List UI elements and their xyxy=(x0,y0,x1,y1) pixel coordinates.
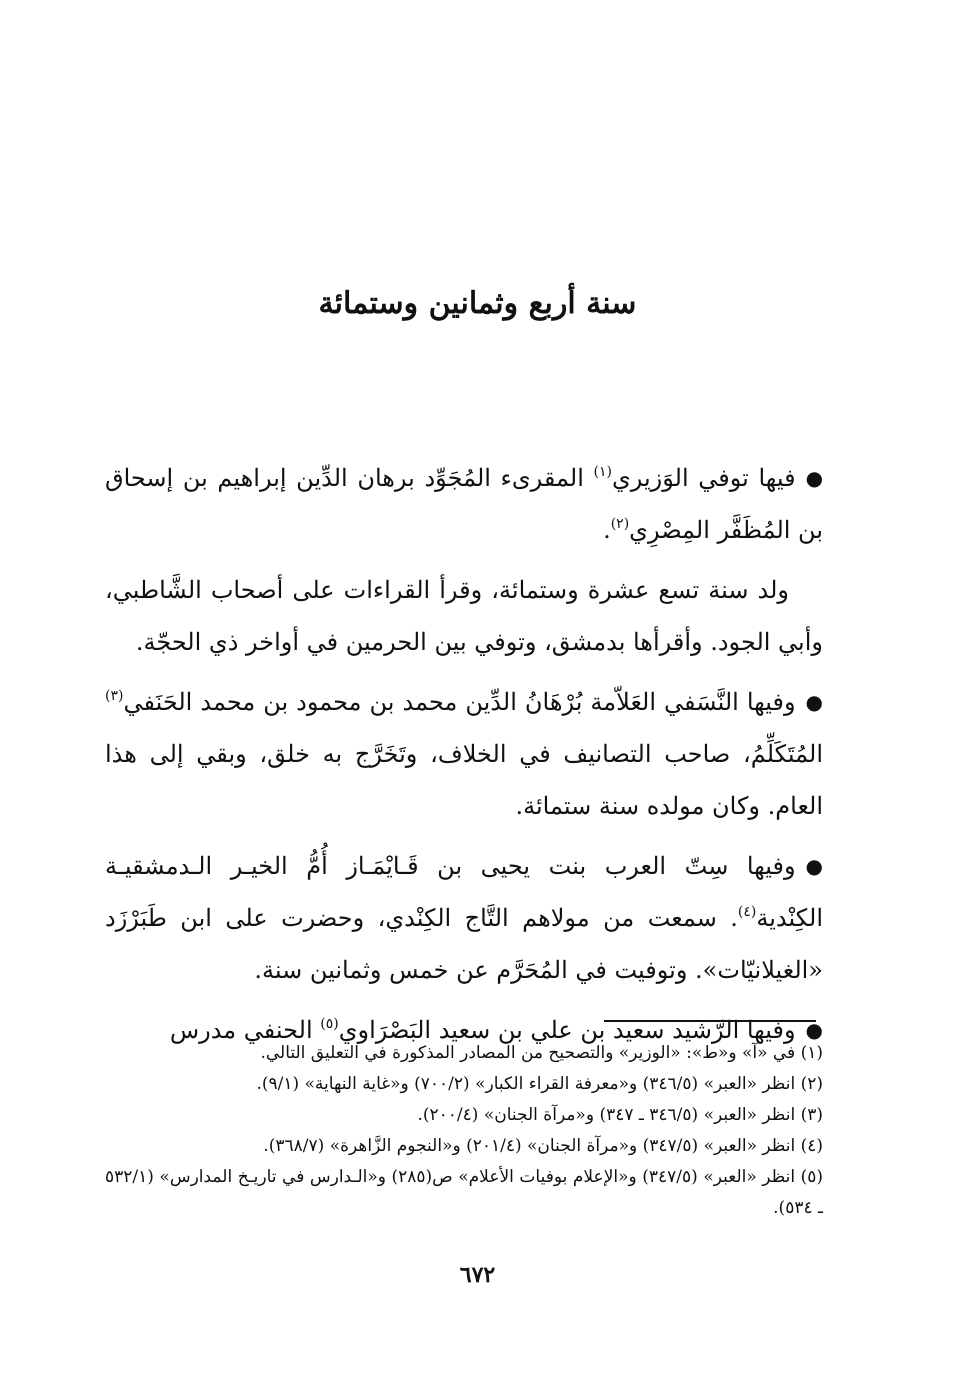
chapter-title: سنة أربع وثمانين وستمائة xyxy=(318,286,637,321)
footnote-ref-5[interactable]: (٥) xyxy=(320,1016,339,1032)
footnote-2: (٢) انظر «العبر» (٣٤٦/٥) و«معرفة القراء الكبار» (٧٠٠/٢) و«غاية النهاية» (٩/١). xyxy=(256,1074,823,1094)
bullet-icon: ● xyxy=(805,854,823,878)
main-text xyxy=(105,452,823,1064)
footnotes-list xyxy=(105,1038,823,1224)
page-number: ٦٧٢ xyxy=(459,1262,496,1288)
paragraph-text: المقرىء المُجَوِّد برهان الدِّين إبراهيم بن إسحاق بن المُظَفَّر المِصْرِي xyxy=(105,464,823,544)
footnote-5: (٥) انظر «العبر» (٣٤٧/٥) و«الإعلام بوفيات الأعلام» ص(٢٨٥) و«الـدارس في تاريـخ المدارس» (٥٣٢/١ ـ ٥٣٤). xyxy=(105,1167,824,1218)
footnote-ref-1[interactable]: (١) xyxy=(593,464,612,480)
footnote-divider xyxy=(604,1020,816,1022)
paragraph-text: . سمعت من مولاهم التَّاج الكِنْدي، وحضرت على ابن طَبَرْزَد «الغيلانيّات». وتوفيت في المُحَرَّم عن خمس وثمانين سنة. xyxy=(105,904,823,984)
footnote-1: (١) في «آ» و«ط»: «الوزير» والتصحيح من المصادر المذكورة في التعليق التالي. xyxy=(260,1043,823,1063)
footnote-3: (٣) انظر «العبر» (٣٤٦/٥ ـ ٣٤٧) و«مرآة الجنان» (٢٠٠/٤). xyxy=(417,1105,823,1125)
paragraph-text: وفيها سِتّ العرب بنت يحيى بن قَـايْمَـاز أُمُّ الخيـر الـدمشقيـة الكِنْدية xyxy=(105,852,823,932)
paragraph-text: المُتَكَلِّمُ، صاحب التصانيف في الخلاف، وتَخَرَّج به خلق، وبقي إلى هذا العام. وكان مولده سنة ستمائة. xyxy=(105,740,823,820)
paragraph-text: ولد سنة تسع عشرة وستمائة، وقرأ القراءات على أصحاب الشَّاطبي، وأبي الجود. وأقرأها بدمشق، وتوفي بين الحرمين في أواخر ذي الحجّة. xyxy=(105,576,823,656)
footnote-ref-3[interactable]: (٣) xyxy=(105,688,124,704)
paragraph-text: فيها توفي الوَزيري xyxy=(611,464,796,492)
footnote-4: (٤) انظر «العبر» (٣٤٧/٥) و«مرآة الجنان» (٢٠١/٤) و«النجوم الزَّاهرة» (٣٦٨/٧). xyxy=(263,1136,823,1156)
paragraph-text: الحنفي مدرس xyxy=(169,1016,321,1044)
footnote-ref-2[interactable]: (٢) xyxy=(610,516,630,532)
paragraph-4 xyxy=(105,840,823,996)
paragraph-text: وفيها النَّسَفي العَلاّمة بُرْهَانُ الدِّين محمد بن محمود بن محمد الحَنَفي xyxy=(123,688,796,716)
paragraph-text: وفيها الرَّشيد سعيد بن علي بن سعيد البَصْرَاوي xyxy=(338,1016,796,1044)
bullet-icon: ● xyxy=(805,1018,823,1042)
bullet-icon: ● xyxy=(805,466,824,490)
footnote-ref-4[interactable]: (٤) xyxy=(737,904,757,920)
bullet-icon: ● xyxy=(805,690,823,714)
paragraph-2 xyxy=(105,564,823,668)
paragraph-3 xyxy=(105,676,823,832)
paragraph-1 xyxy=(105,452,823,556)
paragraph-text: . xyxy=(603,516,611,544)
